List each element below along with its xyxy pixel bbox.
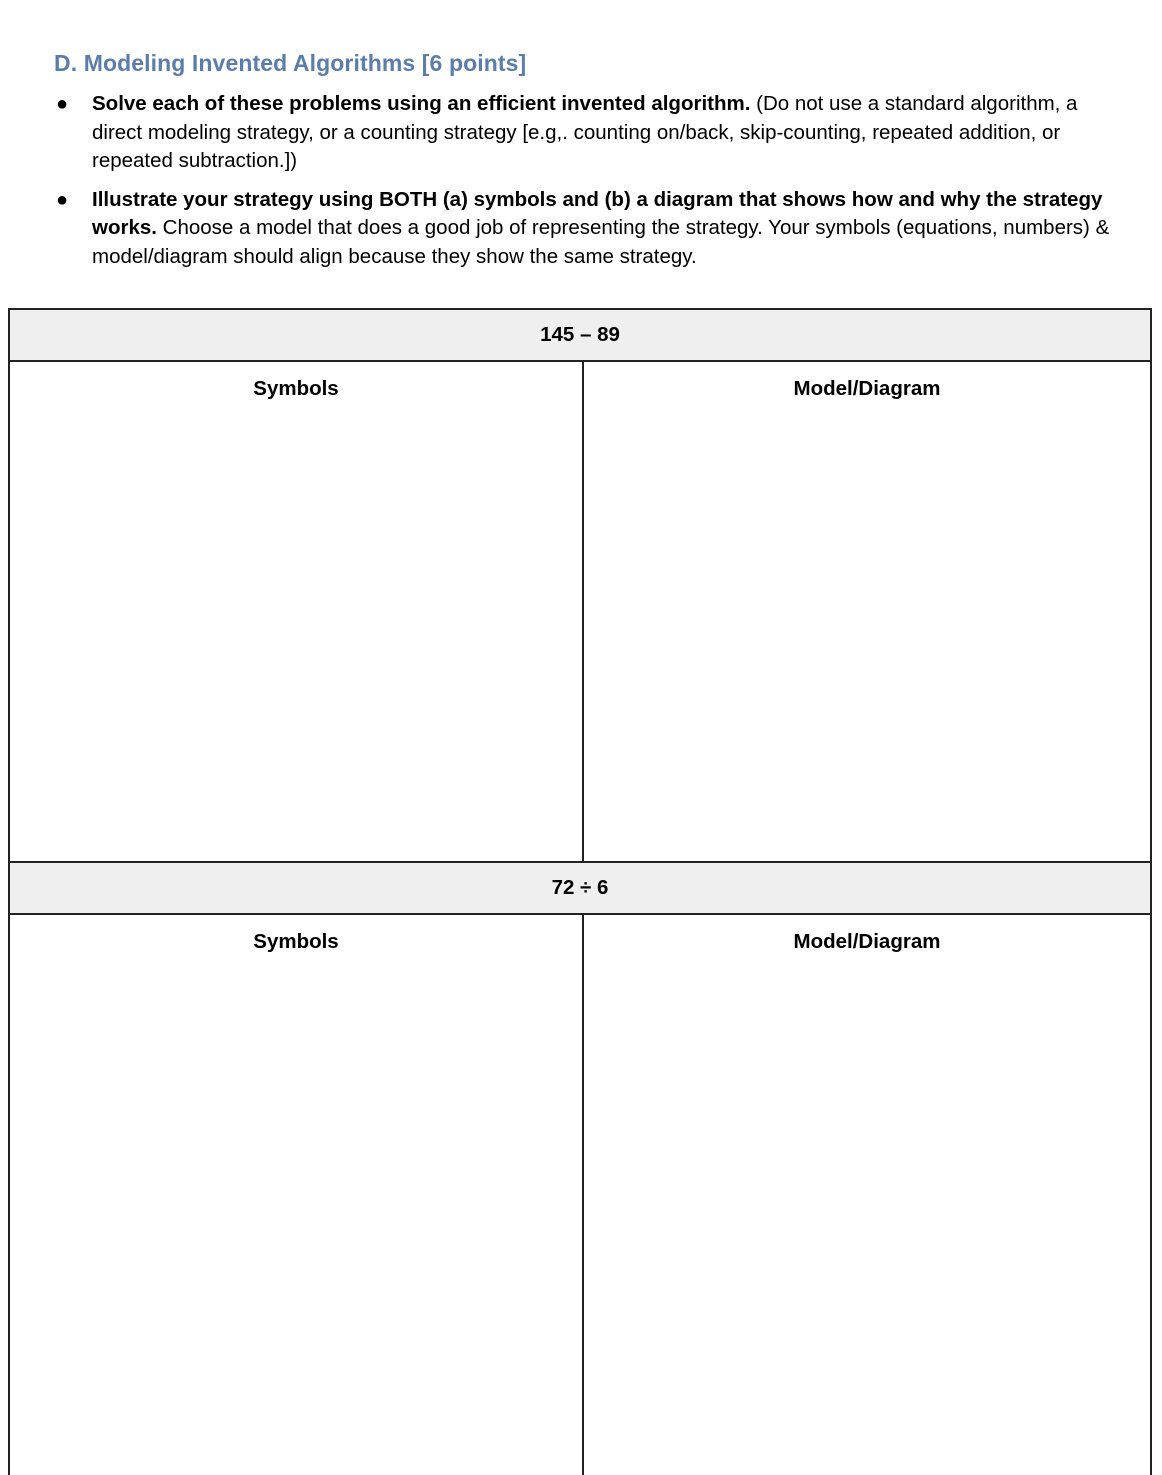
problem-expression: 145 – 89 bbox=[9, 309, 1151, 361]
symbols-cell[interactable] bbox=[9, 361, 583, 862]
bullet-icon: ● bbox=[56, 188, 69, 211]
instruction-bold-text: Solve each of these problems using an efficient invented algorithm. bbox=[92, 92, 751, 115]
work-row bbox=[9, 361, 1151, 862]
symbols-label: Symbols bbox=[253, 377, 339, 400]
symbols-cell[interactable] bbox=[9, 914, 583, 1475]
model-diagram-cell[interactable] bbox=[583, 914, 1151, 1475]
instruction-text: (Do not use a standard algorithm, a direct modeling strategy, or a counting strategy [e.g,. counting on/back, skip-counting, repeated addition, or repeated subtraction.]) bbox=[92, 92, 1078, 172]
instruction-text: Choose a model that does a good job of representing the strategy. Your symbols (equations, numbers) & model/diagram should align because they show the same strategy. bbox=[92, 216, 1110, 268]
model-diagram-cell[interactable] bbox=[583, 361, 1151, 862]
instruction-item-illustrate bbox=[54, 186, 1124, 272]
problem-header-row bbox=[9, 862, 1151, 914]
symbols-label: Symbols bbox=[253, 930, 339, 953]
instruction-item-solve bbox=[54, 90, 1124, 176]
work-row bbox=[9, 914, 1151, 1475]
model-diagram-label: Model/Diagram bbox=[793, 930, 941, 953]
bullet-icon: ● bbox=[56, 93, 69, 115]
instruction-list bbox=[54, 90, 1124, 281]
problem-header-row bbox=[9, 309, 1151, 361]
section-heading: D. Modeling Invented Algorithms [6 points] bbox=[54, 50, 527, 76]
problem-table bbox=[8, 308, 1152, 1475]
model-diagram-label: Model/Diagram bbox=[793, 377, 941, 400]
instruction-bold-text: Illustrate your strategy using BOTH (a) symbols and (b) a diagram that shows how and why the strategy works. bbox=[92, 187, 1103, 239]
problem-expression: 72 ÷ 6 bbox=[9, 862, 1151, 914]
